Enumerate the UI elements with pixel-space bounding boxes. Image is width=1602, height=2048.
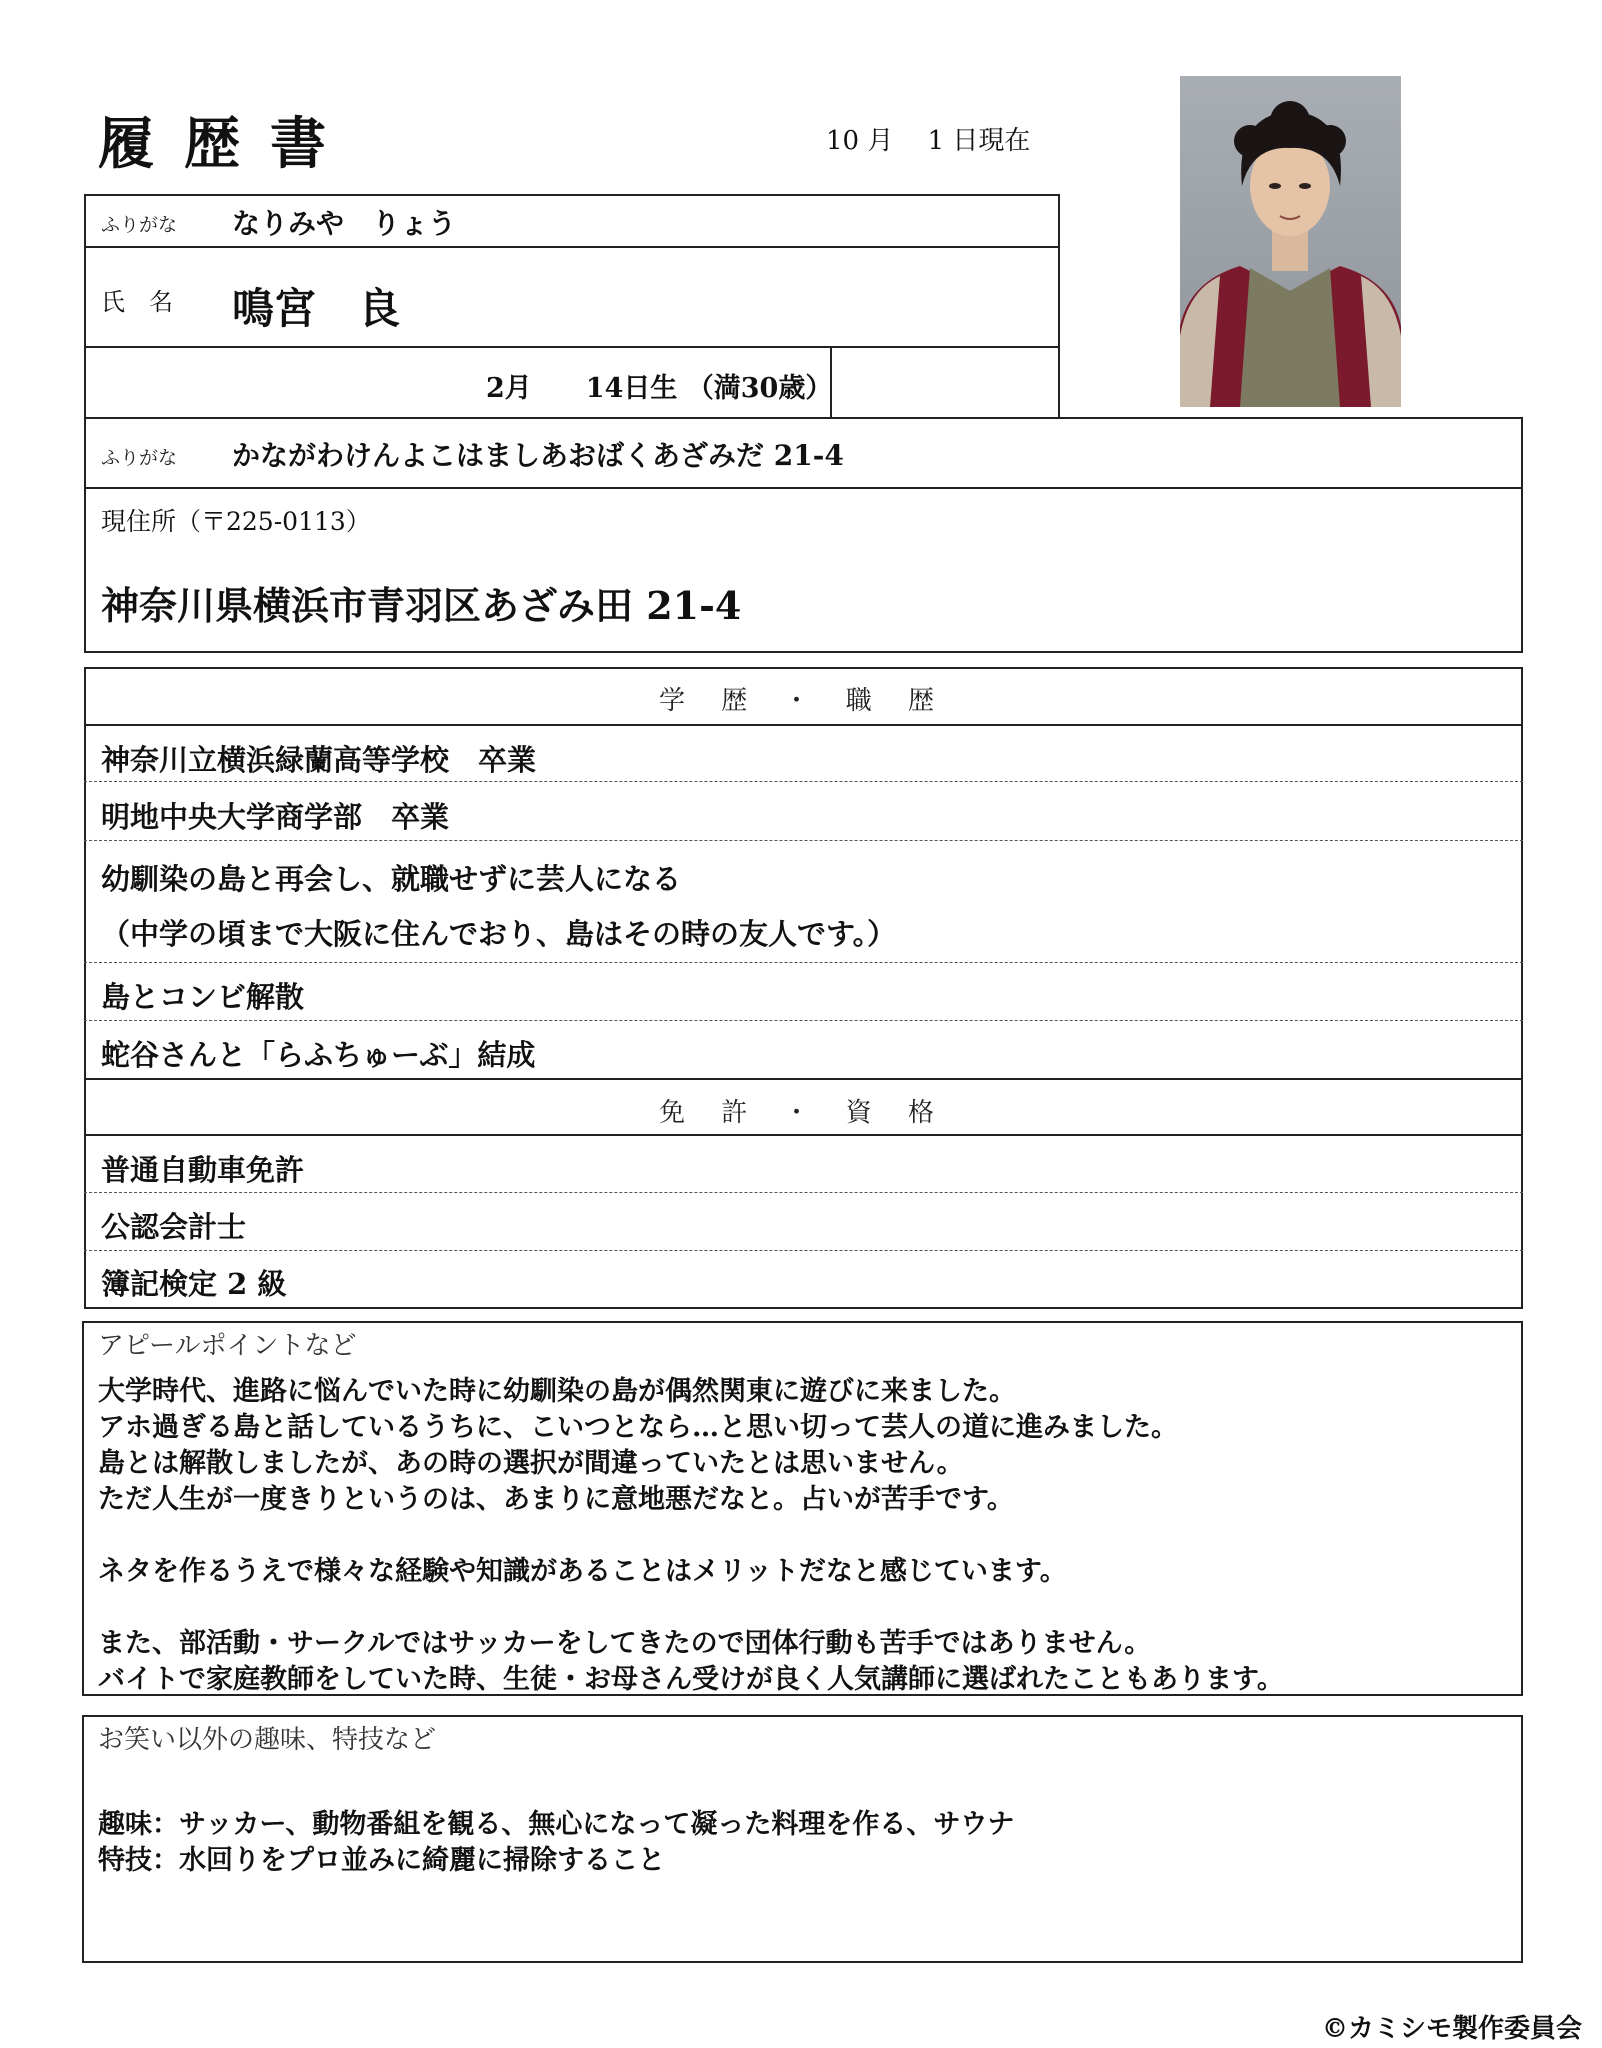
history-row: 蛇谷さんと「らふちゅーぶ」結成 [101,1038,536,1072]
appeal-text: 大学時代、進路に悩んでいた時に幼馴染の島が偶然関東に遊びに来ました。 アホ過ぎる島と話しているうちに、こいつとなら…と思い切って芸人の道に進みました。 島とは解散しましたが、あの時の選択が間違っていたとは思いません。 ただ人生が一度きりというのは、あまりに意地悪だなと。占いが苦手です。 ネタを作るうえで様々な経験や知識があることはメリットだなと感じています。 また、部活動・サークルではサッカーをしてきたので団体行動も苦手ではありません。 バイトで家庭教師をしていた時、生徒・お母さん受けが良く人気講師に選ばれたこともあります。 [98,1376,1284,1695]
name-divider-1 [84,246,1060,248]
license-header-line [84,1134,1523,1136]
address-furigana: かながわけんよこはましあおばくあざみだ 21-4 [232,439,844,472]
license-row: 公認会計士 [101,1210,247,1244]
history-row: （中学の頃まで大阪に住んでおり、島はその時の友人です。） [101,917,897,951]
row-line [84,962,1523,963]
row-line [84,840,1523,841]
history-row: 幼馴染の島と再会し、就職せずに芸人になる [101,862,682,896]
history-header: 学 歴 ・ 職 歴 [658,686,949,716]
license-header-line-top [84,1078,1523,1080]
address-label: 現住所（〒225-0113） [101,507,371,536]
furigana-label: ふりがな [101,214,178,236]
name-label: 氏 名 [101,288,173,316]
hobbies-label: お笑い以外の趣味、特技など [98,1725,437,1755]
history-header-line [84,724,1523,726]
copyright: ©カミシモ製作委員会 [1321,2014,1582,2044]
history-row: 明地中央大学商学部 卒業 [101,800,450,834]
address-furigana-label: ふりがな [101,447,178,469]
row-line [84,1192,1523,1193]
address-divider [84,487,1523,489]
name-furigana: なりみや りょう [232,207,457,240]
license-row: 簿記検定 2 級 [101,1267,287,1301]
page-title: 履歴書 [98,111,356,177]
name-divider-2 [84,346,1060,348]
row-line [84,1250,1523,1251]
address-value: 神奈川県横浜市青羽区あざみ田 21-4 [101,583,742,628]
person-portrait-icon [1180,76,1401,407]
row-line [84,781,1523,782]
document-date: 10 月 1 日現在 [826,126,1031,156]
hobbies-text: 趣味：サッカー、動物番組を観る、無心になって凝った料理を作る、サウナ 特技：水回りをプロ並みに綺麗に掃除すること [98,1809,1015,1876]
license-header: 免 許 ・ 資 格 [658,1098,949,1128]
row-line [84,1020,1523,1021]
portrait-photo [1180,76,1401,407]
birth-date: 2月 14日生 （満30歳） [486,373,833,404]
appeal-label: アピールポイントなど [98,1331,357,1361]
history-row: 神奈川立横浜緑蘭高等学校 卒業 [101,743,537,777]
name-value: 鳴宮 良 [232,284,401,333]
license-row: 普通自動車免許 [101,1153,305,1187]
history-row: 島とコンビ解散 [101,980,305,1014]
